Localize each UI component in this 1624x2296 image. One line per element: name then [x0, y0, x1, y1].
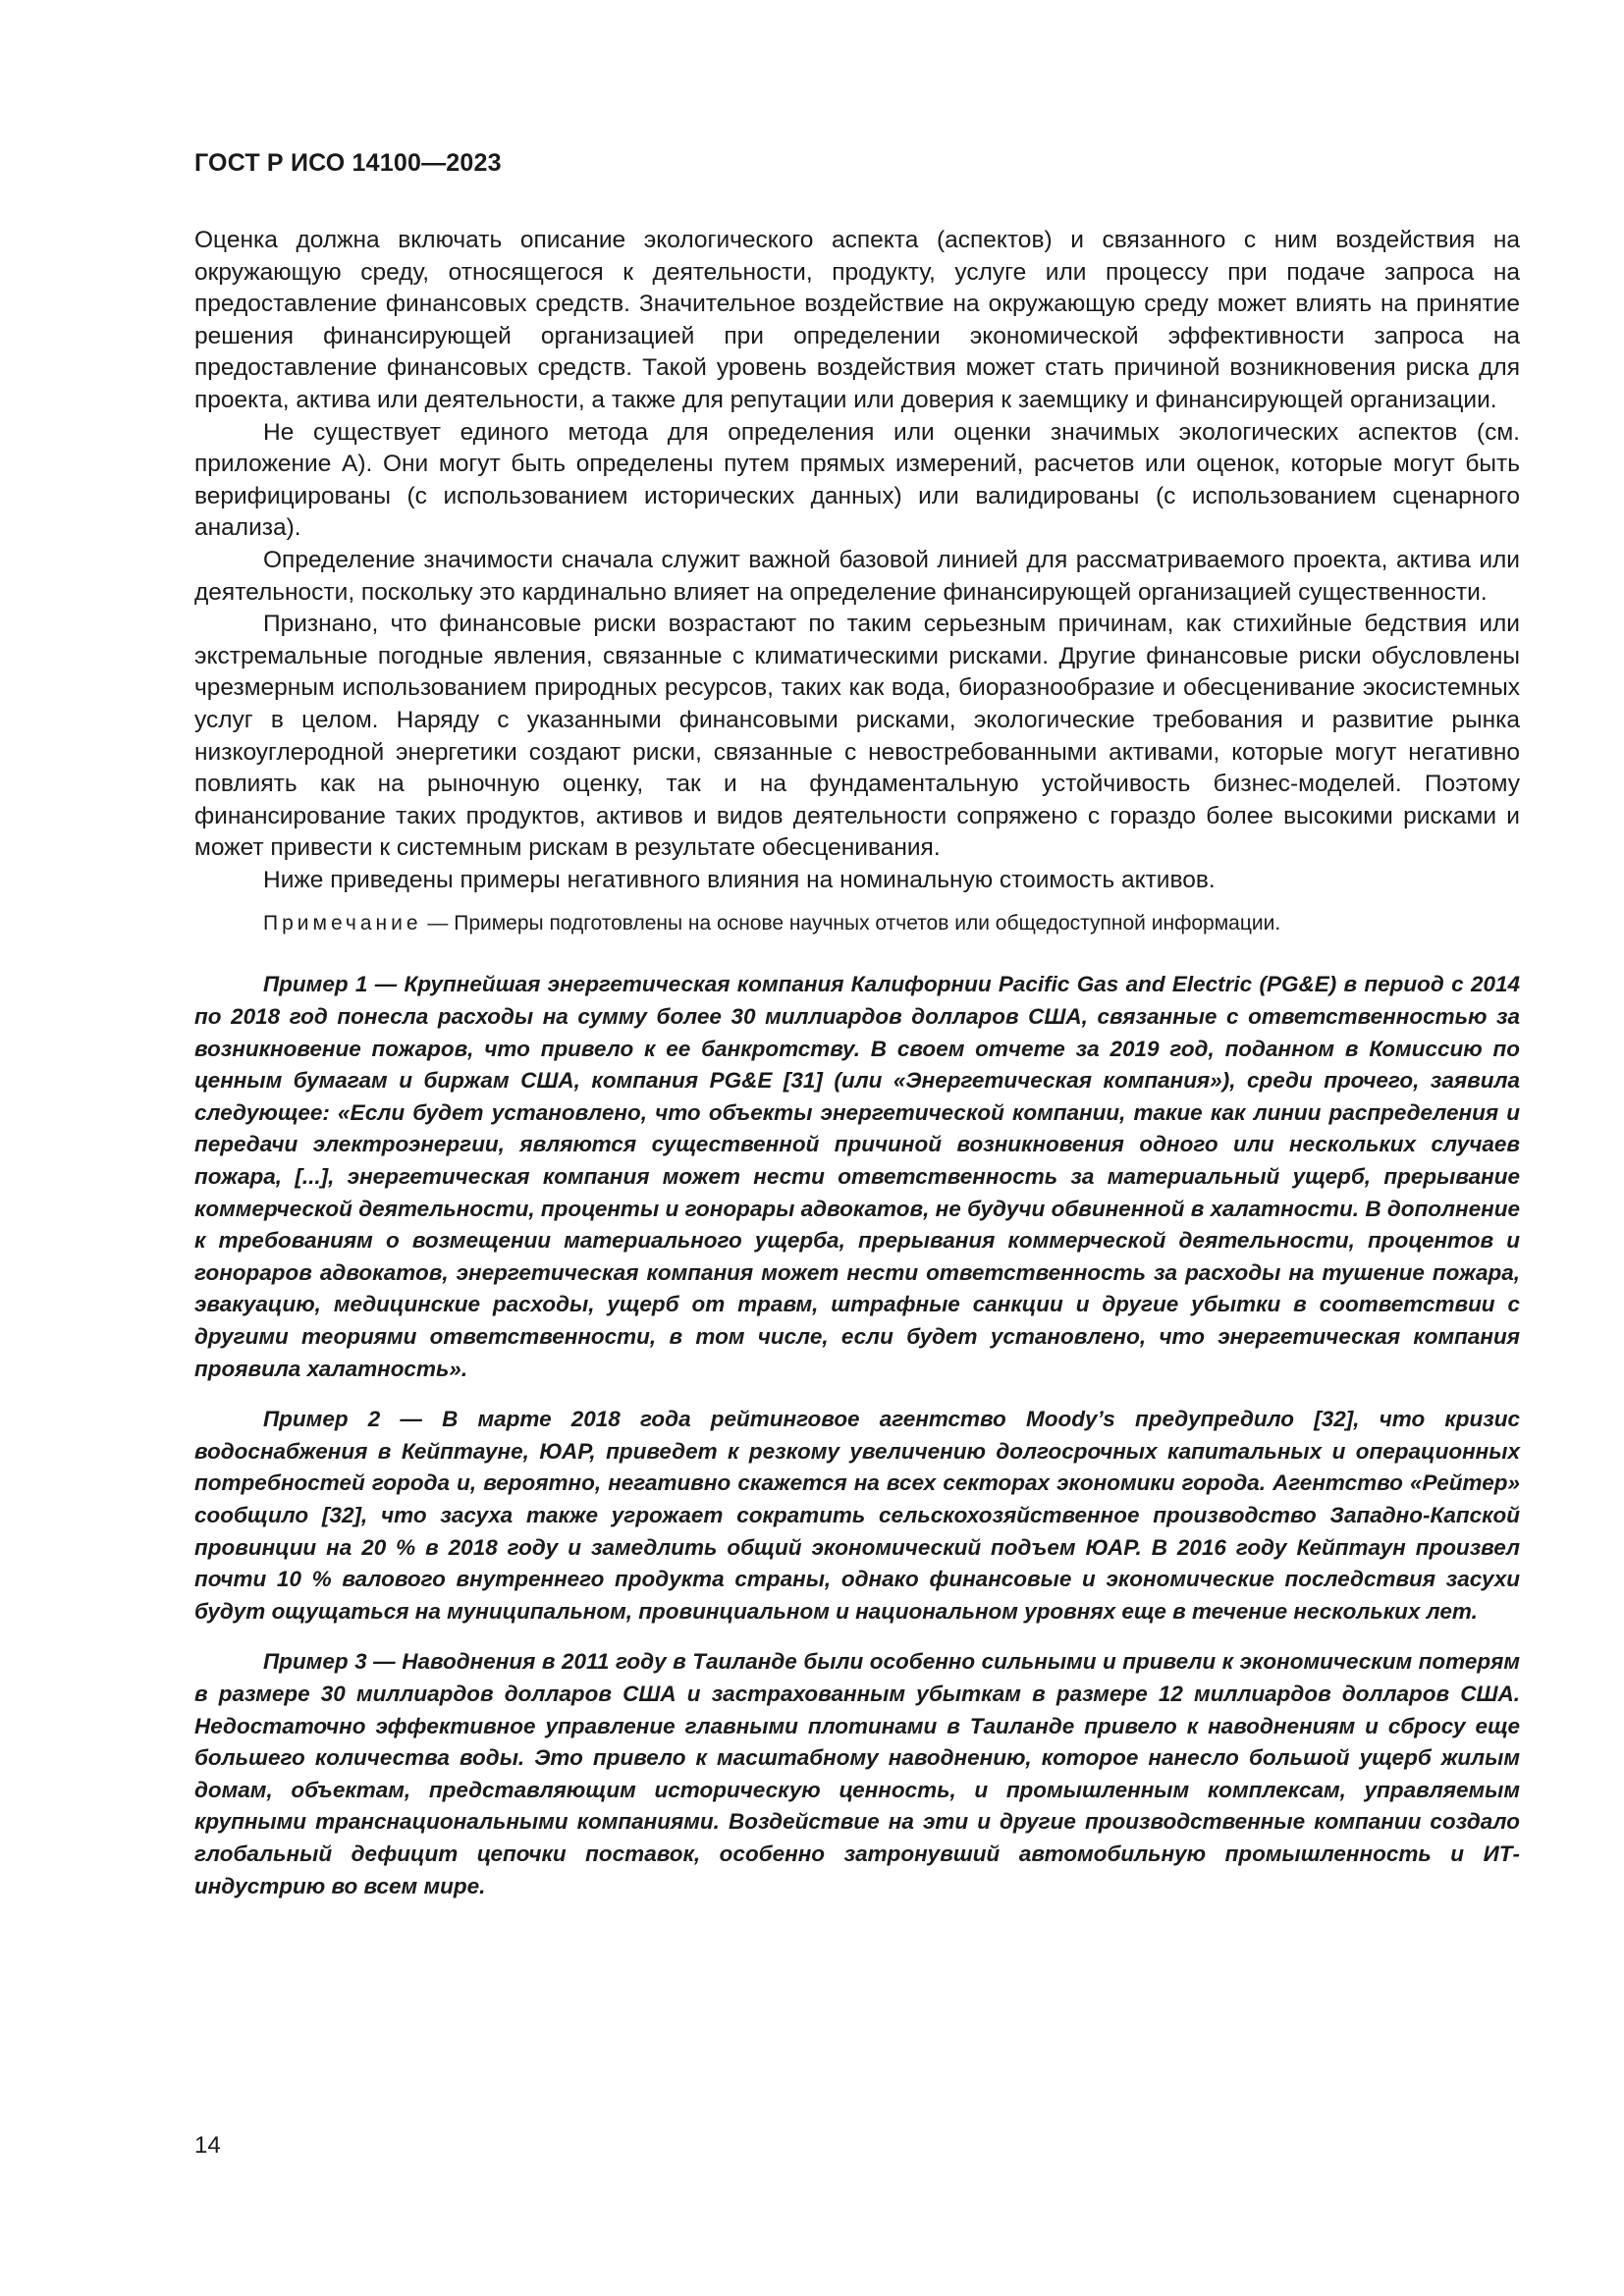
page-body	[194, 225, 1520, 1921]
body-paragraph-3: Определение значимости сначала служит важной базовой линией для рассматриваемого проекта, актива или деятельности, поскольку это кардинально влияет на определение финансирующей организацией существенности.	[194, 546, 1520, 606]
body-paragraph-4: Признано, что финансовые риски возрастают по таким серьезным причинам, как стихийные бедствия или экстремальные погодные явления, связанные с климатическими рисками. Другие финансовые риски обусловлены чрезмерным использованием природных ресурсов, таких как вода, биоразнообразие и обесценивание экосистемных услуг в целом. Наряду с указанными финансовыми рисками, экологические требования и развитие рынка низкоуглеродной энергетики создают риски, связанные с невостребованными активами, которые могут негативно повлиять как на рыночную оценку, так и на фундаментальную устойчивость бизнес-моделей. Поэтому финансирование таких продуктов, активов и видов деятельности сопряжено с гораздо более высокими рисками и может привести к системным рискам в результате обесценивания.	[194, 611, 1520, 862]
body-paragraph-5: Ниже приведены примеры негативного влияния на номинальную стоимость активов.	[263, 866, 1216, 893]
note-text: — Примеры подготовлены на основе научных отчетов или общедоступной информации.	[421, 912, 1281, 935]
example-1: Пример 1 — Крупнейшая энергетическая компания Калифорнии Pacific Gas and Electric (PG&E) в период с 2014 по 2018 год понесла расходы на сумму более 30 миллиардов долларов США, связанные с ответственностью за возникновение пожаров, что привело к ее банкротству. В своем отчете за 2019 год, поданном в Комиссию по ценным бумагам и биржам США, компания PG&E [31] (или «Энергетическая компания»), среди прочего, заявила следующее: «Если будет установлено, что объекты энергетической компании, такие как линии распределения и передачи электроэнергии, являются существенной причиной возникновения одного или нескольких случаев пожара, [...], энергетическая компания может нести ответственность за материальный ущерб, прерывание коммерческой деятельности, проценты и гонорары адвокатов, не будучи обвиненной в халатности. В дополнение к требованиям о возмещении материального ущерба, прерывания коммерческой деятельности, процентов и гонораров адвокатов, энергетическая компания может нести ответственность за расходы на тушение пожара, эвакуацию, медицинские расходы, ущерб от травм, штрафные санкции и другие убытки в соответствии с другими теориями ответственности, в том числе, если будет установлено, что энергетическая компания проявила халатность».	[194, 972, 1520, 1381]
document-code-header: ГОСТ Р ИСО 14100—2023	[194, 149, 502, 177]
example-3: Пример 3 — Наводнения в 2011 году в Таиланде были особенно сильными и привели к экономическим потерям в размере 30 миллиардов долларов США и застрахованным убыткам в размере 12 миллиардов долларов США. Недостаточно эффективное управление главными плотинами в Таиланде привело к наводнениям и сбросу еще большего количества воды. Это привело к масштабному наводнению, которое нанесло большой ущерб жилым домам, объектам, представляющим историческую ценность, и промышленным комплексам, управляемым крупными транснациональными компаниями. Воздействие на эти и другие производственные компании создало глобальный дефицит цепочки поставок, особенно затронувший автомобильную промышленность и ИТ-индустрию во всем мире.	[194, 1649, 1520, 1898]
example-2: Пример 2 — В марте 2018 года рейтинговое агентство Moody’s предупредило [32], что кризис водоснабжения в Кейптауне, ЮАР, приведет к резкому увеличению долгосрочных капитальных и операционных потребностей города и, вероятно, негативно скажется на всех секторах экономики города. Агентство «Рейтер» сообщило [32], что засуха также угрожает сократить сельскохозяйственное производство Западно-Капской провинции на 20 % в 2018 году и замедлить общий экономический подъем ЮАР. В 2016 году Кейптаун произвел почти 10 % валового внутреннего продукта страны, однако финансовые и экономические последствия засухи будут ощущаться на муниципальном, провинциальном и национальном уровнях еще в течение нескольких лет.	[194, 1407, 1520, 1624]
note	[194, 908, 1520, 939]
examples-block	[194, 969, 1520, 1902]
note-label: Примечание	[263, 912, 422, 935]
page-number: 14	[194, 2132, 221, 2159]
body-paragraph-1: Оценка должна включать описание экологического аспекта (аспектов) и связанного с ним воздействия на окружающую среду, относящегося к деятельности, продукту, услуге или процессу при подаче запроса на предоставление финансовых средств. Значительное воздействие на окружающую среду может влиять на принятие решения финансирующей организацией при определении экономической эффективности запроса на предоставление финансовых средств. Такой уровень воздействия может стать причиной возникновения риска для проекта, актива или деятельности, а также для репутации или доверия к заемщику и финансирующей организации.	[194, 227, 1520, 413]
body-paragraph-2: Не существует единого метода для определения или оценки значимых экологических аспектов (см. приложение А). Они могут быть определены путем прямых измерений, расчетов или оценок, которые могут быть верифицированы (с использованием исторических данных) или валидированы (с использованием сценарного анализа).	[194, 418, 1520, 542]
